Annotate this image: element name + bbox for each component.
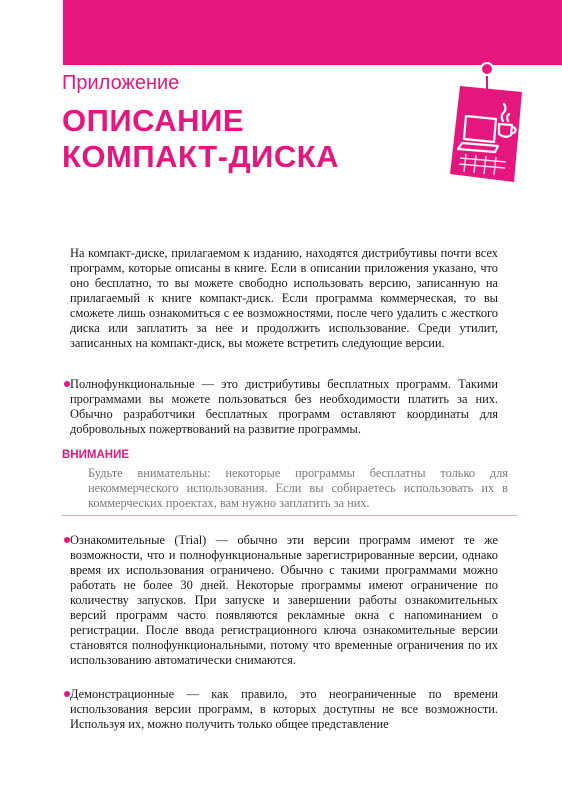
intro-paragraph: На компакт-диске, прилагаемом к изданию, находятся дистрибутивы почти всех программ, которые описаны в книге. Если в описании приложения указано, что оно бесплатно, то вы можете свободно использовать версию, записанную на прилагаемый к книге компакт-диск. Если программа коммерческая, то вы сможете лишь ознакомиться с ее возможностями, после чего удалить с жесткого диска или заплатить за нее и продолжить использование. Среди утилит, записанных на компакт-диск, вы можете встретить следующие версии. <box>70 246 498 350</box>
tag-ring <box>480 62 494 76</box>
warning-text: Будьте внимательны: некоторые программы бесплатны только для некоммерческого использования. Если вы собираетесь использовать их в коммерческих проектах, вам нужно заплатить за них. <box>88 466 508 510</box>
bullet-demo-versions: Демонстрационные — как правило, это неограниченные по времени использования версии программ, в которых доступны не все возможности. Используя их, можно получить только общее представление <box>70 687 498 731</box>
warning-divider <box>62 515 517 516</box>
laptop-coffee-icon <box>446 82 528 186</box>
chapter-title <box>62 103 339 175</box>
section-label: Приложение <box>62 72 180 94</box>
warning-title: ВНИМАНИЕ <box>62 449 130 461</box>
chapter-title-line-1: ОПИСАНИЕ <box>62 103 245 138</box>
chapter-title-line-2: КОМПАКТ-ДИСКА <box>62 139 340 174</box>
bullet-full-versions: Полнофункциональные — это дистрибутивы бесплатных программ. Такими программами вы можете пользоваться без необходимости платить за них. Обычно разработчики бесплатных программ оставляют координаты для добровольных пожертвований на развитие программы. <box>70 377 498 436</box>
bullet-trial-versions: Ознакомительные (Trial) — обычно эти версии программ имеют те же возможности, что и полнофункциональные зарегистрированные версии, однако время их использования ограничено. Обычно с такими программами можно работать не более 30 дней. Некоторые программы имеют ограничение по количеству запусков. При запуске и завершении работы ознакомительных версий программ часто появляются рекламные окна с напоминанием о регистрации. После ввода регистрационного ключа ознакомительные версии становятся полнофункциональными, потому что временные ограничения по их использованию автоматически снимаются. <box>70 533 498 667</box>
